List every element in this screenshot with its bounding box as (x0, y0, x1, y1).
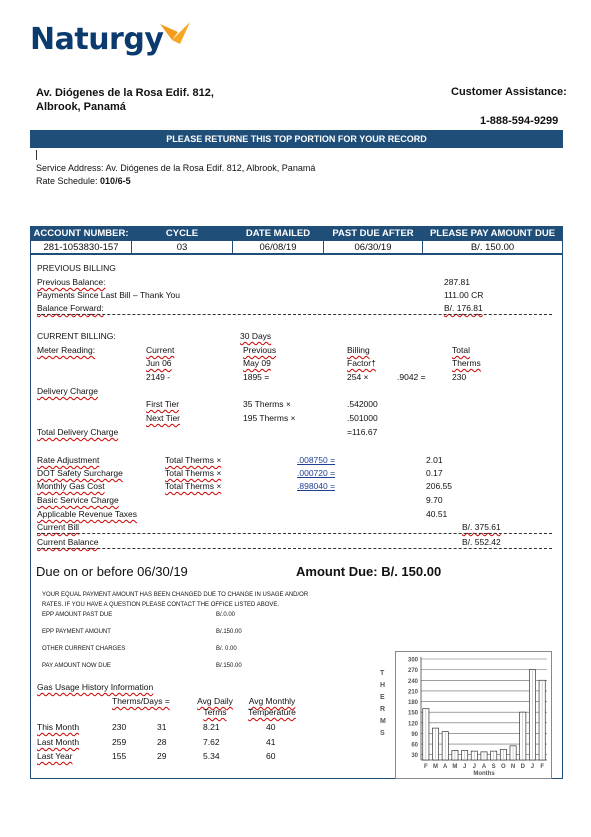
divider-previous (37, 314, 552, 315)
basic-service-label: Basic Service Charge (37, 495, 119, 505)
revenue-taxes-label: Applicable Revenue Taxes (37, 509, 138, 519)
customer-assistance-label: Customer Assistance: (451, 86, 567, 98)
epp-past-due-value: B/.0.00 (216, 612, 236, 618)
this-month-days: 31 (157, 722, 167, 732)
text-cursor (36, 150, 37, 160)
chart-y-tick-label: 60 (411, 742, 418, 749)
meter-reading-label: Meter Reading: (37, 345, 96, 355)
company-address (36, 86, 214, 114)
dot-surcharge-rate: .000720 = (297, 468, 336, 478)
cycle: 03 (132, 241, 233, 254)
monthly-gas-cost-label: Monthly Gas Cost (37, 481, 105, 491)
date-mailed-header: DATE MAILED (233, 227, 324, 241)
pay-now-label: PAY AMOUNT NOW DUE (42, 663, 111, 669)
address-line2: Albrook, Panamá (36, 101, 126, 113)
divider-current (37, 533, 552, 534)
chart-y-tick-label: 120 (407, 721, 418, 728)
chart-y-tick-label: 270 (407, 668, 418, 675)
chart-x-tick-label: D (520, 764, 525, 770)
last-month-therms: 259 (112, 737, 127, 747)
current-bill-value: B/. 375.61 (462, 522, 501, 532)
chart-y-tick-label: 90 (411, 731, 418, 738)
rate-schedule-label: Rate Schedule: (36, 176, 101, 186)
gas-usage-chart (395, 651, 552, 779)
billing-factor: .9042 = (397, 372, 426, 382)
epp-payment-label: EPP PAYMENT AMOUNT (42, 629, 111, 635)
last-year-temp: 60 (266, 751, 276, 761)
rate-adjustment-label: Rate Adjustment (37, 455, 100, 465)
chart-ylabel-letter: R (380, 706, 386, 713)
first-tier-label: First Tier (146, 399, 180, 409)
chart-x-axis-label: Months (473, 771, 495, 777)
previous-read-date: May 09 (243, 358, 271, 368)
reading-difference: 254 × (347, 372, 369, 382)
chart-x-tick-label: M (452, 764, 458, 770)
pay-amount-due: B/. 150.00 (423, 241, 563, 254)
total-col-header: Total (452, 345, 470, 355)
chart-ylabel-letter: H (380, 682, 386, 689)
total-delivery-label: Total Delivery Charge (37, 427, 119, 437)
next-tier-rate: .501000 (347, 413, 378, 423)
account-value-row (31, 241, 563, 254)
balance-forward-value: B/. 176.81 (444, 303, 483, 313)
chart-y-tick-label: 180 (407, 700, 418, 707)
chart-y-tick-label: 300 (407, 657, 418, 664)
next-tier-label: Next Tier (146, 413, 181, 423)
last-month-daily: 7.62 (203, 737, 220, 747)
last-month-temp: 41 (266, 737, 276, 747)
therms-days-header: Therms/Days = (112, 696, 170, 706)
current-bill-label: Current Bill (37, 522, 80, 532)
dot-surcharge-label: DOT Safety Surcharge (37, 468, 123, 478)
chart-y-tick-label: 30 (411, 753, 418, 760)
last-month-label: Last Month (37, 737, 80, 747)
other-charges-value: B/. 0.00 (216, 646, 237, 652)
chart-y-axis-label (380, 668, 388, 740)
chart-x-tick-label: O (501, 764, 506, 770)
previous-balance-label: Previous Balance: (37, 277, 106, 287)
epp-notice-line1: YOUR EQUAL PAYMENT AMOUNT HAS BEEN CHANGED DUE TO CHANGE IN USAGE AND/OR (42, 592, 309, 598)
chart-x-tick-label: J (472, 764, 476, 770)
naturgy-logo (30, 22, 163, 57)
current-col-header: Current (146, 345, 175, 355)
pay-amount-header: PLEASE PAY AMOUNT DUE (423, 227, 563, 241)
logo-text: Naturgy (30, 22, 164, 57)
first-tier-therms: 35 Therms × (243, 399, 291, 409)
payments-value: 111.00 CR (444, 290, 484, 300)
total-therms-label: Therms (452, 358, 481, 368)
service-address: Service Address: Av. Diógenes de la Rosa Edif. 812, Albrook, Panamá (36, 163, 316, 173)
last-year-daily: 5.34 (203, 751, 220, 761)
current-reading: 2149 - (146, 372, 171, 382)
pay-now-value: B/.150.00 (216, 663, 242, 669)
total-delivery-value: =116.67 (347, 427, 378, 437)
address-line1: Av. Diógenes de la Rosa Edif. 812, (36, 87, 214, 99)
current-read-date: Jun 06 (146, 358, 172, 368)
due-date: Due on or before 06/30/19 (36, 564, 188, 579)
account-table (30, 226, 563, 254)
chart-y-tick-label: 210 (407, 689, 418, 696)
previous-billing-title: PREVIOUS BILLING (37, 263, 116, 273)
previous-reading: 1895 = (243, 372, 270, 382)
last-year-days: 29 (157, 751, 167, 761)
monthly-gas-cost-amount: 206.55 (426, 481, 452, 491)
rate-schedule-value: 010/6-5 (100, 176, 131, 186)
chart-x-tick-label: J (462, 764, 467, 770)
monthly-gas-cost-desc: Total Therms × (165, 481, 222, 491)
chart-x-tick-label: F (424, 764, 428, 770)
usage-history-title: Gas Usage History Information (37, 682, 154, 692)
last-year-therms: 155 (112, 751, 127, 761)
past-due-header: PAST DUE AFTER (324, 227, 423, 241)
rate-adjustment-desc: Total Therms × (165, 455, 222, 465)
payments-label: Payments Since Last Bill – Thank You (37, 290, 181, 300)
delivery-charge-label: Delivery Charge (37, 386, 98, 396)
dot-surcharge-amount: 0.17 (426, 468, 443, 478)
chart-x-tick-label: S (491, 764, 496, 770)
billing-col-header: Billing (347, 345, 370, 355)
revenue-taxes-amount: 40.51 (426, 509, 448, 519)
amount-due: Amount Due: B/. 150.00 (296, 564, 442, 579)
chart-x-tick-label: J (530, 764, 535, 770)
current-balance-value: B/. 552.42 (462, 537, 501, 547)
billing-days: 30 Days (240, 331, 272, 341)
other-charges-label: OTHER CURRENT CHARGES (42, 646, 126, 652)
current-balance-label: Current Balance (37, 537, 99, 547)
this-month-therms: 230 (112, 722, 127, 732)
epp-payment-value: B/.150.00 (216, 629, 242, 635)
account-number: 281-1053830-157 (31, 241, 132, 254)
chart-y-tick-label: 150 (407, 710, 418, 717)
account-header-row (31, 227, 563, 241)
chart-x-tick-label: F (540, 764, 544, 770)
last-year-label: Last Year (37, 751, 73, 761)
this-month-temp: 40 (266, 722, 276, 732)
this-month-label: This Month (37, 722, 80, 732)
current-billing-title: CURRENT BILLING: (37, 331, 116, 341)
chart-ylabel-letter: T (380, 670, 385, 677)
dot-surcharge-desc: Total Therms × (165, 468, 222, 478)
epp-past-due-label: EPP AMOUNT PAST DUE (42, 612, 113, 618)
past-due-after: 06/30/19 (324, 241, 423, 254)
chart-x-tick-label: A (443, 764, 448, 770)
date-mailed: 06/08/19 (233, 241, 324, 254)
return-banner: PLEASE RETURNE THIS TOP PORTION FOR YOUR RECORD (30, 130, 563, 148)
butterfly-logo-icon (158, 20, 192, 48)
last-month-days: 28 (157, 737, 167, 747)
epp-notice-line2: RATES. IF YOU HAVE A QUESTION PLEASE CONTACT THE OFFICE LISTED ABOVE. (42, 602, 280, 608)
chart-x-tick-label: M (433, 764, 439, 770)
cycle-header: CYCLE (132, 227, 233, 241)
rate-adjustment-rate: .008750 = (297, 455, 336, 465)
chart-ylabel (380, 668, 388, 740)
monthly-gas-cost-rate: .898040 = (297, 481, 336, 491)
basic-service-amount: 9.70 (426, 495, 443, 505)
first-tier-rate: .542000 (347, 399, 378, 409)
rate-adjustment-amount: 2.01 (426, 455, 443, 465)
rate-schedule (36, 176, 131, 186)
billing-factor-label: Factor† (347, 358, 376, 368)
chart-ylabel-letter: S (380, 730, 385, 737)
this-month-daily: 8.21 (203, 722, 220, 732)
chart-ylabel-letter: M (380, 718, 386, 725)
divider-balance (37, 548, 552, 549)
balance-forward-label: Balance Forward: (37, 303, 104, 313)
previous-col-header: Previous (243, 345, 277, 355)
customer-phone: 1-888-594-9299 (480, 115, 559, 127)
chart-x-tick-label: A (481, 764, 487, 770)
chart-ylabel-letter: E (380, 694, 385, 701)
chart-x-tick-label: N (510, 764, 516, 770)
account-number-header: ACCOUNT NUMBER: (31, 227, 132, 241)
avg-daily-header: Avg Daily Terms (197, 696, 233, 717)
total-therms: 230 (452, 372, 467, 382)
chart-y-tick-label: 240 (407, 678, 418, 685)
previous-balance-value: 287.81 (444, 277, 470, 287)
next-tier-therms: 195 Therms × (243, 413, 296, 423)
avg-temp-header: Avg Monthly Temperature (248, 696, 296, 717)
